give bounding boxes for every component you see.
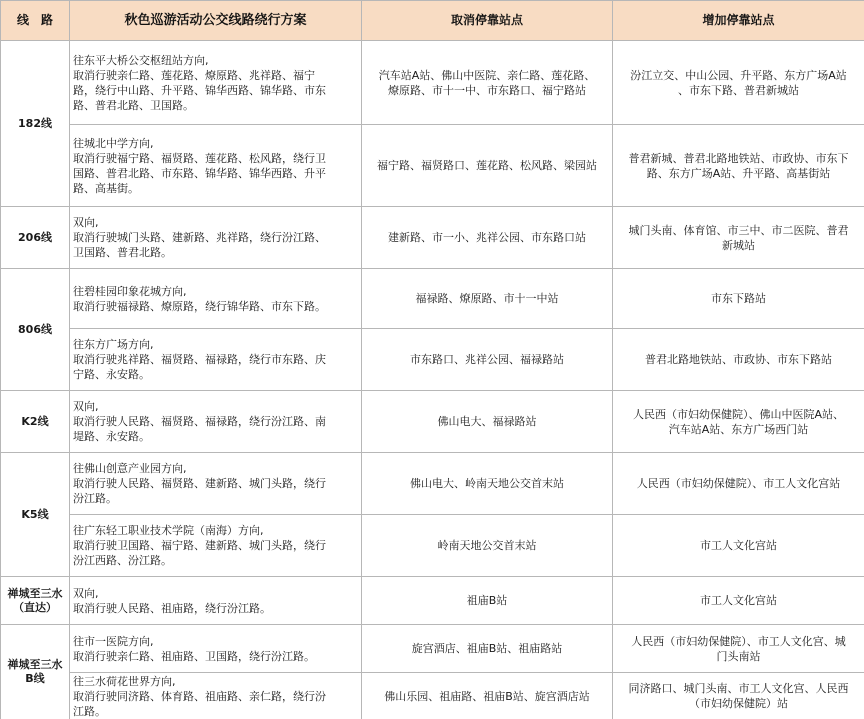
add-stops-cell: 同济路口、城门头南、市工人文化宫、人民西 （市妇幼保健院）站 [613,673,864,719]
header-route: 线 路 [1,1,70,41]
header-cancel: 取消停靠站点 [362,1,613,41]
add-stops-cell: 市东下路站 [613,269,864,329]
cancel-stops-cell: 建新路、市一小、兆祥公园、市东路口站 [362,207,613,269]
table-row [1,125,864,207]
scheme-cell: 往城北中学方向, 取消行驶福宁路、福贤路、莲花路、松风路，绕行卫 国路、普君北路、市东路、锦华路、锦华西路、升平 路、高基街。 [70,125,362,207]
cancel-stops-cell: 福宁路、福贤路口、莲花路、松风路、梁园站 [362,125,613,207]
table-row [1,269,864,329]
add-stops-cell: 市工人文化宫站 [613,577,864,625]
add-stops-cell: 普君新城、普君北路地铁站、市政协、市东下 路、东方广场A站、升平路、高基街站 [613,125,864,207]
scheme-cell: 双向, 取消行驶人民路、祖庙路，绕行汾江路。 [70,577,362,625]
add-stops-cell: 人民西（市妇幼保健院）、市工人文化宫站 [613,453,864,515]
table-row [1,453,864,515]
header-row [1,1,864,41]
cancel-stops-cell: 市东路口、兆祥公园、福禄路站 [362,329,613,391]
scheme-cell: 往东方广场方向, 取消行驶兆祥路、福贤路、福禄路，绕行市东路、庆 宁路、永安路。 [70,329,362,391]
table-row [1,673,864,719]
header-scheme: 秋色巡游活动公交线路绕行方案 [70,1,362,41]
cancel-stops-cell: 祖庙B站 [362,577,613,625]
table-row [1,329,864,391]
scheme-cell: 往广东轻工职业技术学院（南海）方向, 取消行驶卫国路、福宁路、建新路、城门头路，绕行 汾江西路、汾江路。 [70,515,362,577]
add-stops-cell: 普君北路地铁站、市政协、市东下路站 [613,329,864,391]
route-cell: K5线 [1,453,70,577]
cancel-stops-cell: 岭南天地公交首末站 [362,515,613,577]
cancel-stops-cell: 福禄路、燎原路、市十一中站 [362,269,613,329]
route-cell: 182线 [1,41,70,207]
header-add: 增加停靠站点 [613,1,864,41]
route-cell: 禅城至三水 （直达） [1,577,70,625]
route-cell: 806线 [1,269,70,391]
cancel-stops-cell: 佛山电大、福禄路站 [362,391,613,453]
cancel-stops-cell: 汽车站A站、佛山中医院、亲仁路、莲花路、 燎原路、市十一中、市东路口、福宁路站 [362,41,613,125]
scheme-cell: 往市一医院方向, 取消行驶亲仁路、祖庙路、卫国路，绕行汾江路。 [70,625,362,673]
route-cell: K2线 [1,391,70,453]
table-row [1,625,864,673]
scheme-cell: 往佛山创意产业园方向, 取消行驶人民路、福贤路、建新路、城门头路，绕行 汾江路。 [70,453,362,515]
add-stops-cell: 城门头南、体育馆、市三中、市二医院、普君 新城站 [613,207,864,269]
table-row [1,41,864,125]
scheme-cell: 往东平大桥公交枢纽站方向, 取消行驶亲仁路、莲花路、燎原路、兆祥路、福宁 路，绕行中山路、升平路、锦华西路、锦华路、市东 路、普君北路、卫国路。 [70,41,362,125]
scheme-cell: 双向, 取消行驶城门头路、建新路、兆祥路，绕行汾江路、 卫国路、普君北路。 [70,207,362,269]
add-stops-cell: 人民西（市妇幼保健院）、佛山中医院A站、 汽车站A站、东方广场西门站 [613,391,864,453]
route-cell: 禅城至三水 B线 [1,625,70,719]
add-stops-cell: 汾江立交、中山公园、升平路、东方广场A站 、市东下路、普君新城站 [613,41,864,125]
scheme-cell: 双向, 取消行驶人民路、福贤路、福禄路，绕行汾江路、南 堤路、永安路。 [70,391,362,453]
table-row [1,391,864,453]
add-stops-cell: 人民西（市妇幼保健院）、市工人文化宫、城 门头南站 [613,625,864,673]
cancel-stops-cell: 旋宫酒店、祖庙B站、祖庙路站 [362,625,613,673]
cancel-stops-cell: 佛山乐园、祖庙路、祖庙B站、旋宫酒店站 [362,673,613,719]
table-row [1,207,864,269]
cancel-stops-cell: 佛山电大、岭南天地公交首末站 [362,453,613,515]
table-row [1,515,864,577]
scheme-cell: 往三水荷花世界方向, 取消行驶同济路、体育路、祖庙路、亲仁路，绕行汾 江路。 [70,673,362,719]
add-stops-cell: 市工人文化宫站 [613,515,864,577]
scheme-cell: 往碧桂园印象花城方向, 取消行驶福禄路、燎原路，绕行锦华路、市东下路。 [70,269,362,329]
route-cell: 206线 [1,207,70,269]
table-row [1,577,864,625]
